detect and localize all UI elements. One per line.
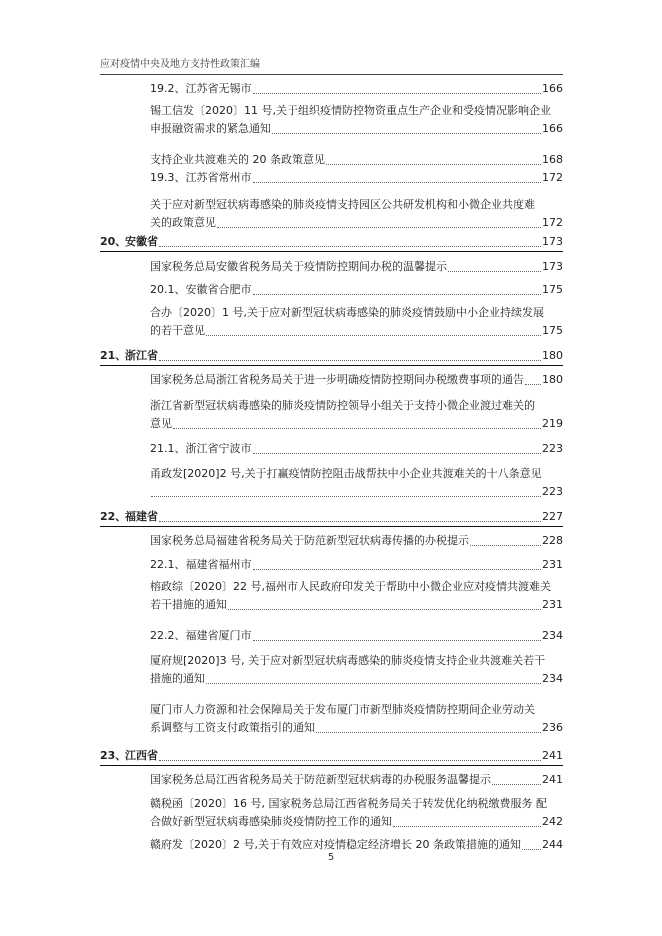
- toc-entry[interactable]: [125, 196, 563, 232]
- toc-entry[interactable]: [125, 627, 563, 645]
- toc-page-number: 241: [542, 773, 563, 786]
- toc-entry-title: 江西省: [125, 749, 158, 762]
- dot-leader: [217, 227, 541, 228]
- dot-leader: [206, 683, 541, 684]
- toc-entry-title: 意见: [150, 417, 172, 430]
- toc-entry-title: 浙江省: [125, 349, 158, 362]
- dot-leader: [159, 760, 541, 761]
- dot-leader: [448, 271, 541, 272]
- toc-entry-title-line1: 合办〔2020〕1 号,关于应对新型冠状病毒感染的肺炎疫情鼓励中小企业持续发展: [150, 306, 544, 319]
- toc-entry-title: 国家税务总局安徽省税务局关于疫情防控期间办税的温馨提示: [150, 260, 447, 273]
- dot-leader: [492, 784, 541, 785]
- toc-entry-title: 安徽省: [125, 235, 158, 248]
- toc-page-number: 166: [542, 122, 563, 135]
- toc-entry[interactable]: [125, 771, 563, 789]
- toc-page-number: 172: [542, 171, 563, 184]
- dot-leader: [159, 521, 541, 522]
- toc-entry-title: 的若干意见: [150, 324, 205, 337]
- dot-leader: [228, 609, 541, 610]
- toc-entry-title-line1: 榕政综〔2020〕22 号,福州市人民政府印发关于帮助中小微企业应对疫情共渡难关: [150, 580, 551, 593]
- dot-leader: [316, 732, 541, 733]
- toc-entry-title-line1: 厦门市人力资源和社会保障局关于发布厦门市新型肺炎疫情防控期间企业劳动关: [150, 703, 535, 716]
- toc-entry[interactable]: [125, 397, 563, 433]
- toc-page-number: 166: [542, 82, 563, 95]
- toc-page-number: 234: [542, 629, 563, 642]
- toc-entry[interactable]: [125, 532, 563, 550]
- toc-entry[interactable]: [125, 304, 563, 340]
- dot-leader: [253, 294, 542, 295]
- toc-entry-title: 若干措施的通知: [150, 598, 227, 611]
- dot-leader: [522, 849, 541, 850]
- toc-section-number: 22、: [100, 510, 127, 523]
- toc-entry[interactable]: [125, 151, 563, 169]
- dot-leader: [253, 93, 542, 94]
- dot-leader: [173, 428, 541, 429]
- toc-entry-title-line1: 锡工信发〔2020〕11 号,关于组织疫情防控物资重点生产企业和受疫情况影响企业: [150, 104, 551, 117]
- toc-entry-title: 赣府发〔2020〕2 号,关于有效应对疫情稳定经济增长 20 条政策措施的通知: [150, 838, 521, 851]
- toc-page-number: 227: [542, 510, 563, 523]
- toc-entry-title: 关的政策意见: [150, 216, 216, 229]
- toc-page-number: 223: [542, 485, 563, 498]
- toc-entry-title-line1: 厦府规[2020]3 号, 关于应对新型冠状病毒感染的肺炎疫情支持企业共渡难关若干: [150, 654, 546, 667]
- toc-entry[interactable]: [125, 465, 563, 501]
- dot-leader: [159, 246, 541, 247]
- toc-page-number: 168: [542, 153, 563, 166]
- toc-entry-title: 22.1、福建省福州市: [150, 558, 252, 571]
- toc-entry-title: 19.2、江苏省无锡市: [150, 82, 252, 95]
- toc-entry-title: 申报融资需求的紧急通知: [150, 122, 271, 135]
- table-of-contents: [100, 80, 563, 860]
- dot-leader: [253, 453, 542, 454]
- dot-leader: [159, 360, 541, 361]
- toc-entry[interactable]: [125, 80, 563, 98]
- toc-entry-title-line1: 赣税函〔2020〕16 号, 国家税务总局江西省税务局关于转发优化纳税缴费服务 配: [150, 797, 547, 810]
- toc-page-number: 231: [542, 558, 563, 571]
- toc-entry-title-line1: 浙江省新型冠状病毒感染的肺炎疫情防控领导小组关于支持小微企业渡过难关的: [150, 399, 535, 412]
- dot-leader: [470, 545, 541, 546]
- toc-entry-title: 措施的通知: [150, 672, 205, 685]
- toc-entry-title: 支持企业共渡难关的 20 条政策意见: [150, 153, 325, 166]
- toc-section-entry[interactable]: [100, 747, 563, 766]
- toc-entry-title: 19.3、江苏省常州市: [150, 171, 252, 184]
- toc-entry[interactable]: [125, 795, 563, 831]
- toc-entry-title: 国家税务总局福建省税务局关于防范新型冠状病毒传播的办税提示: [150, 534, 469, 547]
- dot-leader: [253, 640, 542, 641]
- toc-section-entry[interactable]: [100, 508, 563, 527]
- toc-entry[interactable]: [125, 281, 563, 299]
- toc-entry[interactable]: [125, 578, 563, 614]
- running-header: 应对疫情中央及地方支持性政策汇编: [100, 58, 563, 75]
- page-number: 5: [327, 852, 335, 863]
- toc-entry[interactable]: [125, 258, 563, 276]
- toc-section-number: 20、: [100, 235, 127, 248]
- toc-section-number: 23、: [100, 749, 127, 762]
- toc-entry[interactable]: [125, 556, 563, 574]
- dot-leader: [272, 133, 541, 134]
- toc-entry-title: 福建省: [125, 510, 158, 523]
- toc-entry[interactable]: [125, 102, 563, 138]
- dot-leader: [253, 182, 542, 183]
- toc-page-number: 231: [542, 598, 563, 611]
- toc-page-number: 234: [542, 672, 563, 685]
- toc-entry[interactable]: [125, 652, 563, 688]
- toc-page-number: 236: [542, 721, 563, 734]
- toc-entry[interactable]: [125, 440, 563, 458]
- dot-leader: [393, 826, 541, 827]
- toc-section-number: 21、: [100, 349, 127, 362]
- toc-entry[interactable]: [125, 169, 563, 187]
- dot-leader: [525, 384, 541, 385]
- toc-entry[interactable]: [125, 701, 563, 737]
- toc-page-number: 180: [542, 349, 563, 362]
- toc-entry-title: 系调整与工资支付政策指引的通知: [150, 721, 315, 734]
- toc-page-number: 241: [542, 749, 563, 762]
- toc-entry-title: 国家税务总局浙江省税务局关于进一步明确疫情防控期间办税缴费事项的通告: [150, 373, 524, 386]
- toc-page-number: 175: [542, 283, 563, 296]
- dot-leader: [206, 335, 541, 336]
- dot-leader: [326, 164, 541, 165]
- toc-entry-title: 20.1、安徽省合肥市: [150, 283, 252, 296]
- toc-page-number: 175: [542, 324, 563, 337]
- toc-section-entry[interactable]: [100, 233, 563, 252]
- toc-page-number: 228: [542, 534, 563, 547]
- toc-entry-title: 国家税务总局江西省税务局关于防范新型冠状病毒的办税服务温馨提示: [150, 773, 491, 786]
- toc-entry[interactable]: [125, 371, 563, 389]
- toc-entry-title: 21.1、浙江省宁波市: [150, 442, 252, 455]
- toc-entry-title: 22.2、福建省厦门市: [150, 629, 252, 642]
- toc-page-number: 219: [542, 417, 563, 430]
- dot-leader: [151, 496, 541, 497]
- toc-page-number: 223: [542, 442, 563, 455]
- toc-page-number: 180: [542, 373, 563, 386]
- toc-page-number: 242: [542, 815, 563, 828]
- toc-page-number: 244: [542, 838, 563, 851]
- toc-page-number: 173: [542, 260, 563, 273]
- dot-leader: [253, 569, 542, 570]
- toc-entry-title-line1: 甬政发[2020]2 号,关于打赢疫情防控阻击战帮扶中小企业共渡难关的十八条意见: [150, 467, 542, 480]
- toc-page-number: 172: [542, 216, 563, 229]
- toc-entry-title-line1: 关于应对新型冠状病毒感染的肺炎疫情支持园区公共研发机构和小微企业共度难: [150, 198, 535, 211]
- toc-section-entry[interactable]: [100, 347, 563, 366]
- toc-entry-title: 合做好新型冠状病毒感染肺炎疫情防控工作的通知: [150, 815, 392, 828]
- toc-page-number: 173: [542, 235, 563, 248]
